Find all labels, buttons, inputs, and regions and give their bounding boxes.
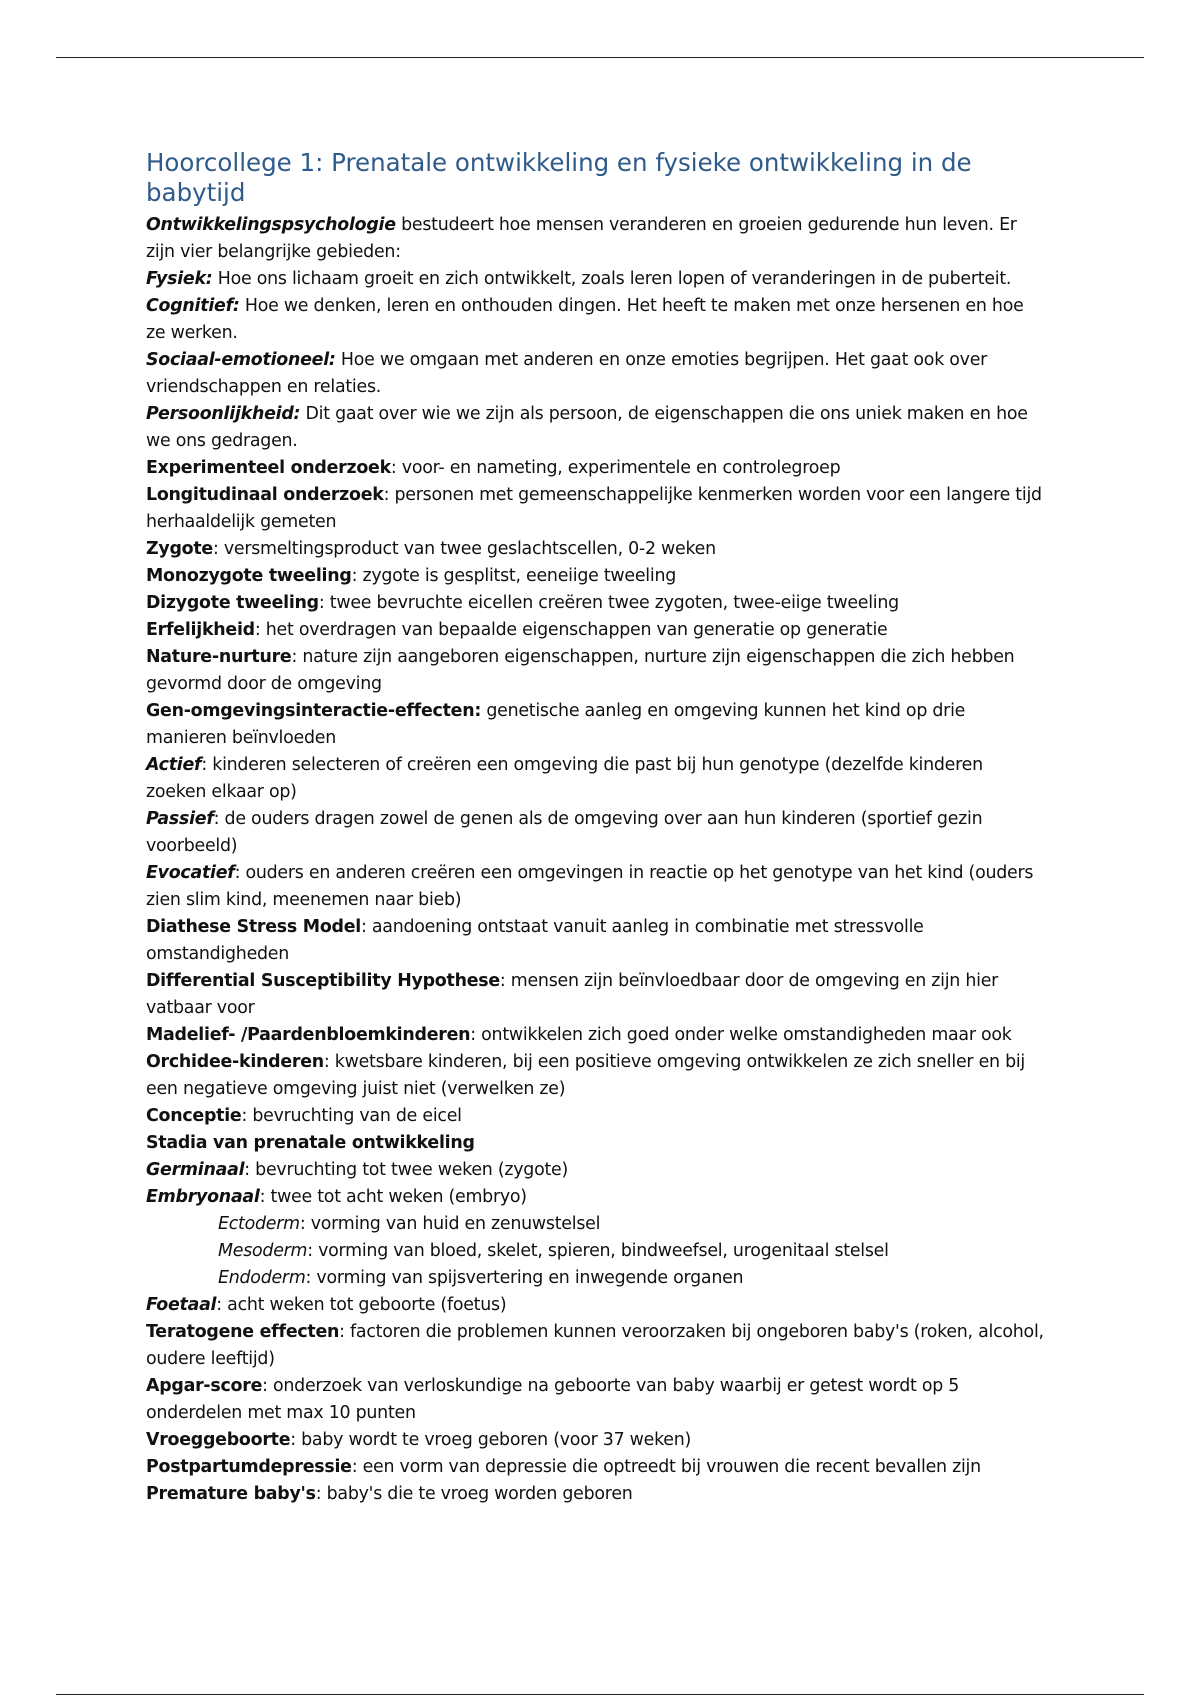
definition-text: : vorming van spijsvertering en inwegende organen [305,1268,744,1288]
definition-term: Actief [146,755,202,775]
definition-entry [146,860,1046,914]
definition-entry [146,1319,1046,1373]
definition-entry [146,698,1046,752]
definition-entry [146,1265,1046,1292]
definition-list [146,212,1046,1508]
definition-term: Cognitief: [146,296,240,316]
definition-entry [146,617,1046,644]
definition-entry [146,1049,1046,1103]
definition-text: : kwetsbare kinderen, bij een positieve omgeving ontwikkelen ze zich sneller en bij een negatieve omgeving juist niet (verwelken ze) [146,1052,1026,1099]
definition-entry [146,266,1046,293]
definition-term: Monozygote tweeling [146,566,352,586]
definition-term: Nature-nurture [146,647,292,667]
definition-term: Ectoderm [218,1214,300,1234]
definition-text: : twee tot acht weken (embryo) [259,1187,527,1207]
definition-term: Stadia van prenatale ontwikkeling [146,1133,475,1153]
definition-entry [146,293,1046,347]
definition-text: : voor- en nameting, experimentele en controlegroep [390,458,841,478]
definition-text: : baby wordt te vroeg geboren (voor 37 weken) [290,1430,692,1450]
definition-text: bestudeert hoe mensen veranderen en groeien gedurende hun leven. Er zijn vier belangrijke gebieden: [146,215,1017,262]
definition-entry [146,482,1046,536]
definition-entry [146,1103,1046,1130]
definition-term: Ontwikkelingspsychologie [146,215,396,235]
definition-entry [146,968,1046,1022]
definition-entry [146,806,1046,860]
definition-text: genetische aanleg en omgeving kunnen het kind op drie manieren beïnvloeden [146,701,966,748]
definition-entry [146,1184,1046,1211]
definition-term: Orchidee-kinderen [146,1052,324,1072]
definition-term: Erfelijkheid [146,620,255,640]
definition-term: Zygote [146,539,213,559]
definition-text: : personen met gemeenschappelijke kenmerken worden voor een langere tijd herhaaldelijk gemeten [146,485,1042,532]
definition-entry [146,1238,1046,1265]
definition-entry [146,1211,1046,1238]
footer-rule [56,1694,1144,1695]
definition-text: : bevruchting tot twee weken (zygote) [244,1160,569,1180]
definition-term: Differential Susceptibility Hypothese [146,971,500,991]
definition-term: Passief [146,809,214,829]
definition-term: Madelief- /Paardenbloemkinderen [146,1025,471,1045]
definition-term: Experimenteel onderzoek [146,458,391,478]
definition-text: : factoren die problemen kunnen veroorzaken bij ongeboren baby's (roken, alcohol, oudere leeftijd) [146,1322,1044,1369]
definition-text: : vorming van bloed, skelet, spieren, bindweefsel, urogenitaal stelsel [307,1241,889,1261]
definition-text: : het overdragen van bepaalde eigenschappen van generatie op generatie [254,620,888,640]
definition-text: : vorming van huid en zenuwstelsel [299,1214,601,1234]
definition-text: : baby's die te vroeg worden geboren [315,1484,633,1504]
definition-entry [146,1481,1046,1508]
definition-entry [146,401,1046,455]
definition-text: : mensen zijn beïnvloedbaar door de omgeving en zijn hier vatbaar voor [146,971,999,1018]
definition-entry [146,644,1046,698]
definition-entry [146,914,1046,968]
definition-text: : ouders en anderen creëren een omgevingen in reactie op het genotype van het kind (ouders zien slim kind, meenemen naar bieb) [146,863,1034,910]
definition-text: Hoe we denken, leren en onthouden dingen. Het heeft te maken met onze hersenen en hoe ze werken. [146,296,1024,343]
definition-entry [146,563,1046,590]
definition-term: Vroeggeboorte [146,1430,291,1450]
definition-term: Embryonaal [146,1187,260,1207]
definition-entry [146,1022,1046,1049]
definition-entry [146,1373,1046,1427]
definition-entry [146,1157,1046,1184]
definition-text: : een vorm van depressie die optreedt bij vrouwen die recent bevallen zijn [351,1457,981,1477]
definition-text: Dit gaat over wie we zijn als persoon, de eigenschappen die ons uniek maken en hoe we ons gedragen. [146,404,1028,451]
definition-text: : bevruchting van de eicel [241,1106,462,1126]
document-body [146,148,1046,1508]
definition-text: : onderzoek van verloskundige na geboorte van baby waarbij er getest wordt op 5 onderdelen met max 10 punten [146,1376,960,1423]
definition-entry [146,1427,1046,1454]
definition-term: Premature baby's [146,1484,316,1504]
definition-term: Persoonlijkheid: [146,404,301,424]
definition-entry [146,455,1046,482]
definition-entry [146,347,1046,401]
definition-text: : kinderen selecteren of creëren een omgeving die past bij hun genotype (dezelfde kinderen zoeken elkaar op) [146,755,983,802]
definition-entry [146,1130,1046,1157]
definition-term: Germinaal [146,1160,245,1180]
definition-term: Apgar-score [146,1376,263,1396]
definition-text: : nature zijn aangeboren eigenschappen, nurture zijn eigenschappen die zich hebben gevormd door de omgeving [146,647,1015,694]
definition-term: Endoderm [218,1268,306,1288]
definition-text: : de ouders dragen zowel de genen als de omgeving over aan hun kinderen (sportief gezin voorbeeld) [146,809,983,856]
definition-entry [146,590,1046,617]
definition-entry [146,1454,1046,1481]
definition-text: : zygote is gesplitst, eeneiige tweeling [351,566,676,586]
definition-entry [146,212,1046,266]
definition-entry [146,752,1046,806]
definition-term: Sociaal-emotioneel: [146,350,336,370]
definition-term: Conceptie [146,1106,242,1126]
definition-text: Hoe ons lichaam groeit en zich ontwikkelt, zoals leren lopen of veranderingen in de puberteit. [212,269,1012,289]
definition-term: Teratogene effecten [146,1322,340,1342]
definition-text: : acht weken tot geboorte (foetus) [216,1295,507,1315]
definition-term: Dizygote tweeling [146,593,319,613]
definition-term: Evocatief [146,863,235,883]
definition-text: : versmeltingsproduct van twee geslachtscellen, 0-2 weken [212,539,716,559]
definition-term: Postpartumdepressie [146,1457,352,1477]
definition-term: Longitudinaal onderzoek [146,485,384,505]
document-title: Hoorcollege 1: Prenatale ontwikkeling en fysieke ontwikkeling in de babytijd [146,148,972,207]
definition-term: Fysiek: [146,269,213,289]
definition-entry [146,1292,1046,1319]
definition-text: Hoe we omgaan met anderen en onze emoties begrijpen. Het gaat ook over vriendschappen en relaties. [146,350,988,397]
header-rule [56,57,1144,58]
definition-term: Foetaal [146,1295,217,1315]
definition-entry [146,536,1046,563]
definition-term: Mesoderm [218,1241,308,1261]
definition-term: Diathese Stress Model [146,917,361,937]
definition-text: : twee bevruchte eicellen creëren twee zygoten, twee-eiige tweeling [318,593,899,613]
definition-text: : ontwikkelen zich goed onder welke omstandigheden maar ook [470,1025,1012,1045]
definition-term: Gen-omgevingsinteractie-effecten: [146,701,482,721]
definition-text: : aandoening ontstaat vanuit aanleg in combinatie met stressvolle omstandigheden [146,917,924,964]
